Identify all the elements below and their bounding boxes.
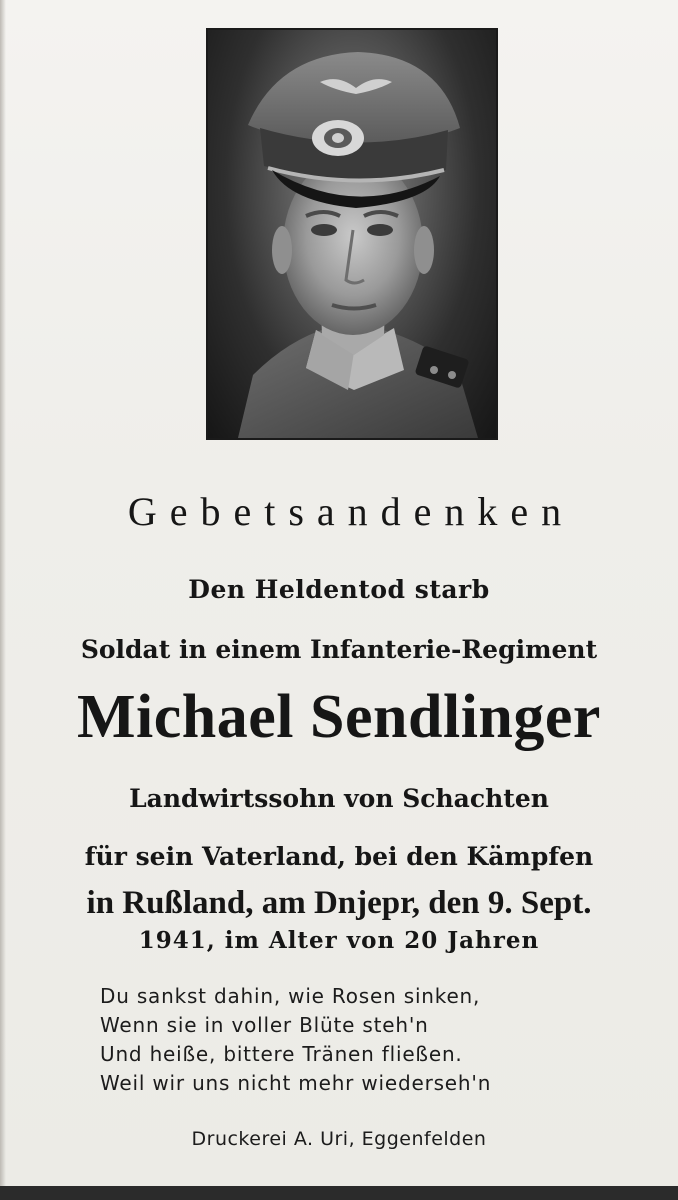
- line-cause: für sein Vaterland, bei den Kämpfen: [84, 842, 594, 871]
- poem-line: Weil wir uns nicht mehr wiederseh'n: [100, 1071, 492, 1095]
- portrait-photo: [206, 28, 498, 440]
- soldier-portrait-image: [208, 30, 496, 438]
- line-origin: Landwirtssohn von Schachten: [129, 784, 549, 813]
- heading-gebetsandenken: Gebetsandenken: [127, 489, 575, 534]
- poem-line: Und heiße, bittere Tränen fließen.: [100, 1042, 463, 1066]
- line-year-age: 1941, im Alter von 20 Jahren: [138, 927, 540, 954]
- poem: [100, 982, 640, 1098]
- line-heldentod: Den Heldentod starb: [188, 575, 490, 604]
- poem-line: Wenn sie in voller Blüte steh'n: [100, 1013, 429, 1037]
- printer-credit: Druckerei A. Uri, Eggenfelden: [191, 1128, 487, 1150]
- line-rank: Soldat in einem Infanterie-Regiment: [80, 635, 598, 664]
- poem-line: Du sankst dahin, wie Rosen sinken,: [100, 984, 481, 1008]
- deceased-name: Michael Sendlinger: [77, 683, 601, 751]
- line-place-date: in Rußland, am Dnjepr, den 9. Sept.: [86, 885, 592, 921]
